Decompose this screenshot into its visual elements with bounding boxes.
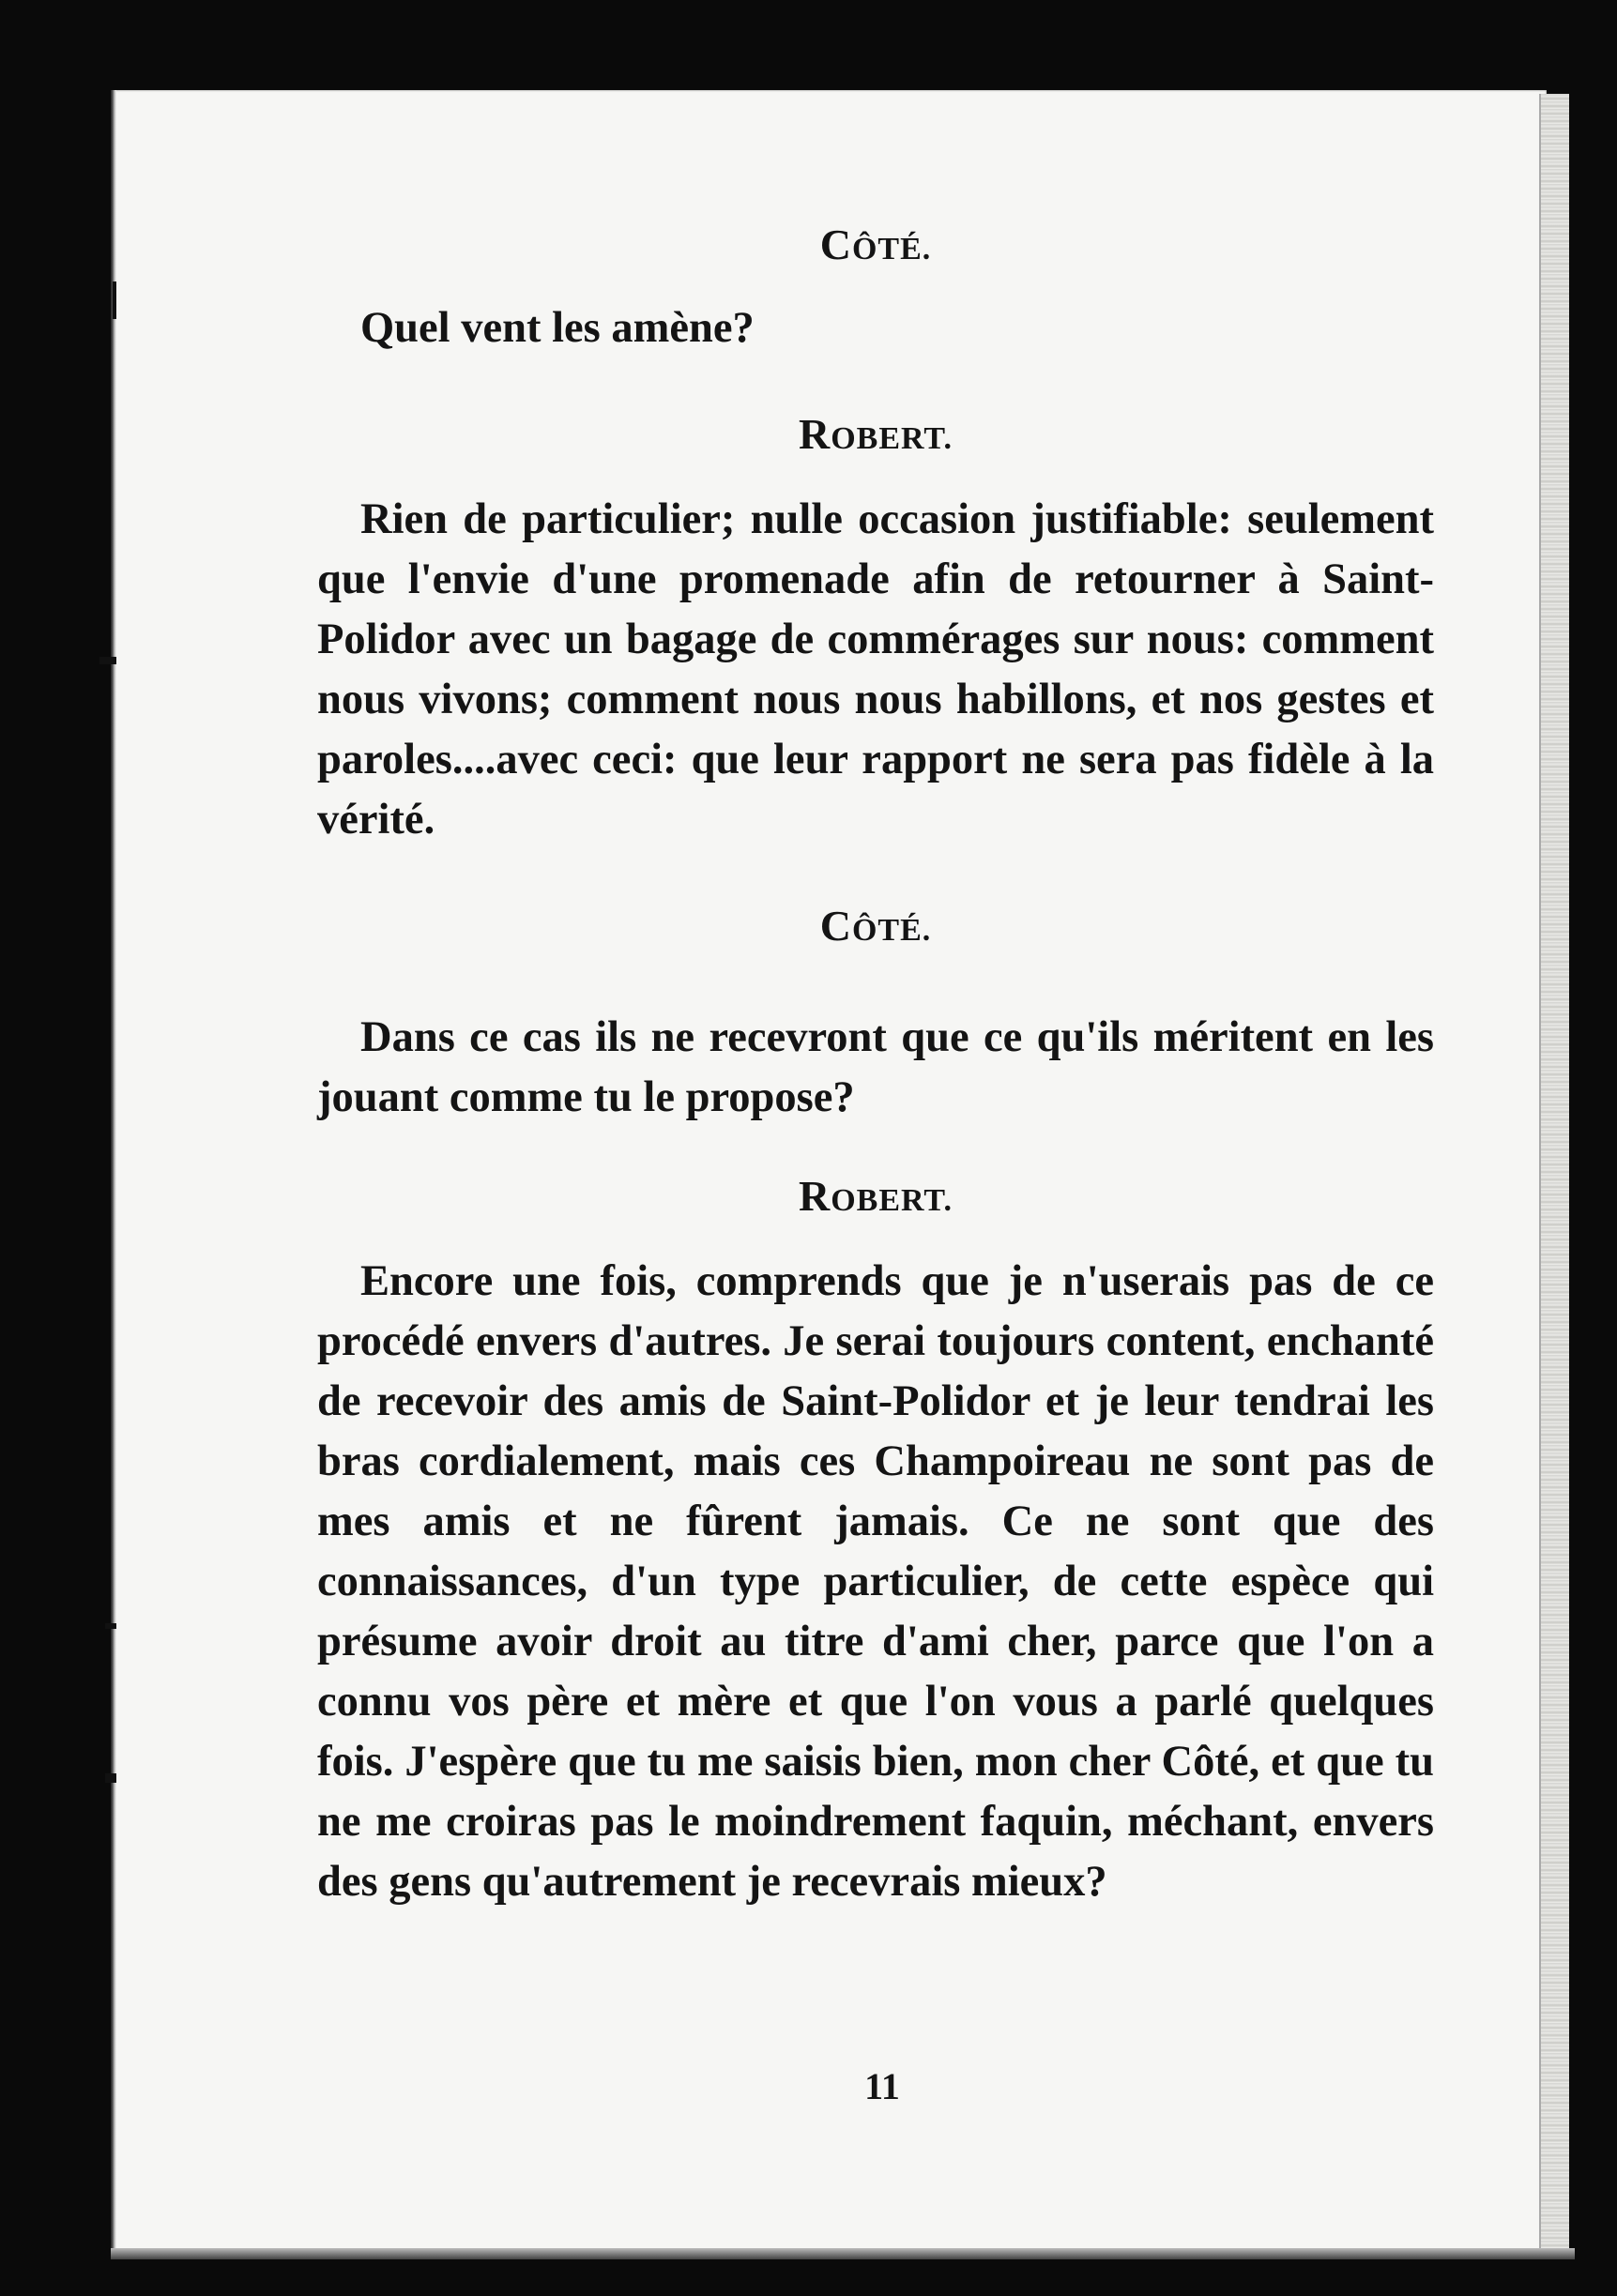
page-fore-edge: [1539, 94, 1569, 2252]
speaker-name: CÔTÉ.: [819, 220, 932, 268]
speaker-name: ROBERT.: [798, 410, 953, 458]
binding-mark: [105, 1623, 116, 1629]
speaker-name: ROBERT.: [798, 1172, 953, 1220]
dialogue-text: [317, 197, 1434, 1912]
speech-paragraph: Quel vent les amène?: [360, 304, 755, 352]
speech-paragraph: Dans ce cas ils ne recevront que ce qu'ils méritent en les jouant comme tu le propose?: [317, 1013, 1434, 1121]
page-number: 11: [864, 2065, 900, 2107]
speech-paragraph: Rien de particulier; nulle occasion justifiable: seulement que l'envie d'une promenade afin de retourner à Saint-Polidor avec un bagage de commérages sur nous: comment nous vivons; comment nous nous habillons, et nos gestes et paroles....avec ceci: que leur rapport ne sera pas fidèle à la vérité.: [317, 495, 1434, 844]
speech-paragraph: Encore une fois, comprends que je n'userais pas de ce procédé envers d'autres. Je serai toujours content, enchanté de recevoir des amis de Saint-Polidor et je leur tendrai les bras cordialement, mais ces Champoireau ne sont pas de mes amis et ne fûrent jamais. Ce ne sont que des connaissances, d'un type particulier, de cette espèce qui présume avoir droit au titre d'ami cher, parce que l'on a connu vos père et mère et que l'on vous a parlé quelques fois. J'espère que tu me saisis bien, mon cher Côté, et que tu ne me croiras pas le moindrement faquin, méchant, envers des gens qu'autrement je recevrais mieux?: [317, 1257, 1434, 1906]
binding-mark: [113, 281, 116, 319]
page-bottom-edge: [111, 2248, 1575, 2259]
speaker-name: CÔTÉ.: [819, 902, 932, 950]
binding-mark: [105, 1773, 116, 1783]
binding-mark: [99, 657, 116, 664]
page-binding-edge: [111, 90, 116, 2258]
